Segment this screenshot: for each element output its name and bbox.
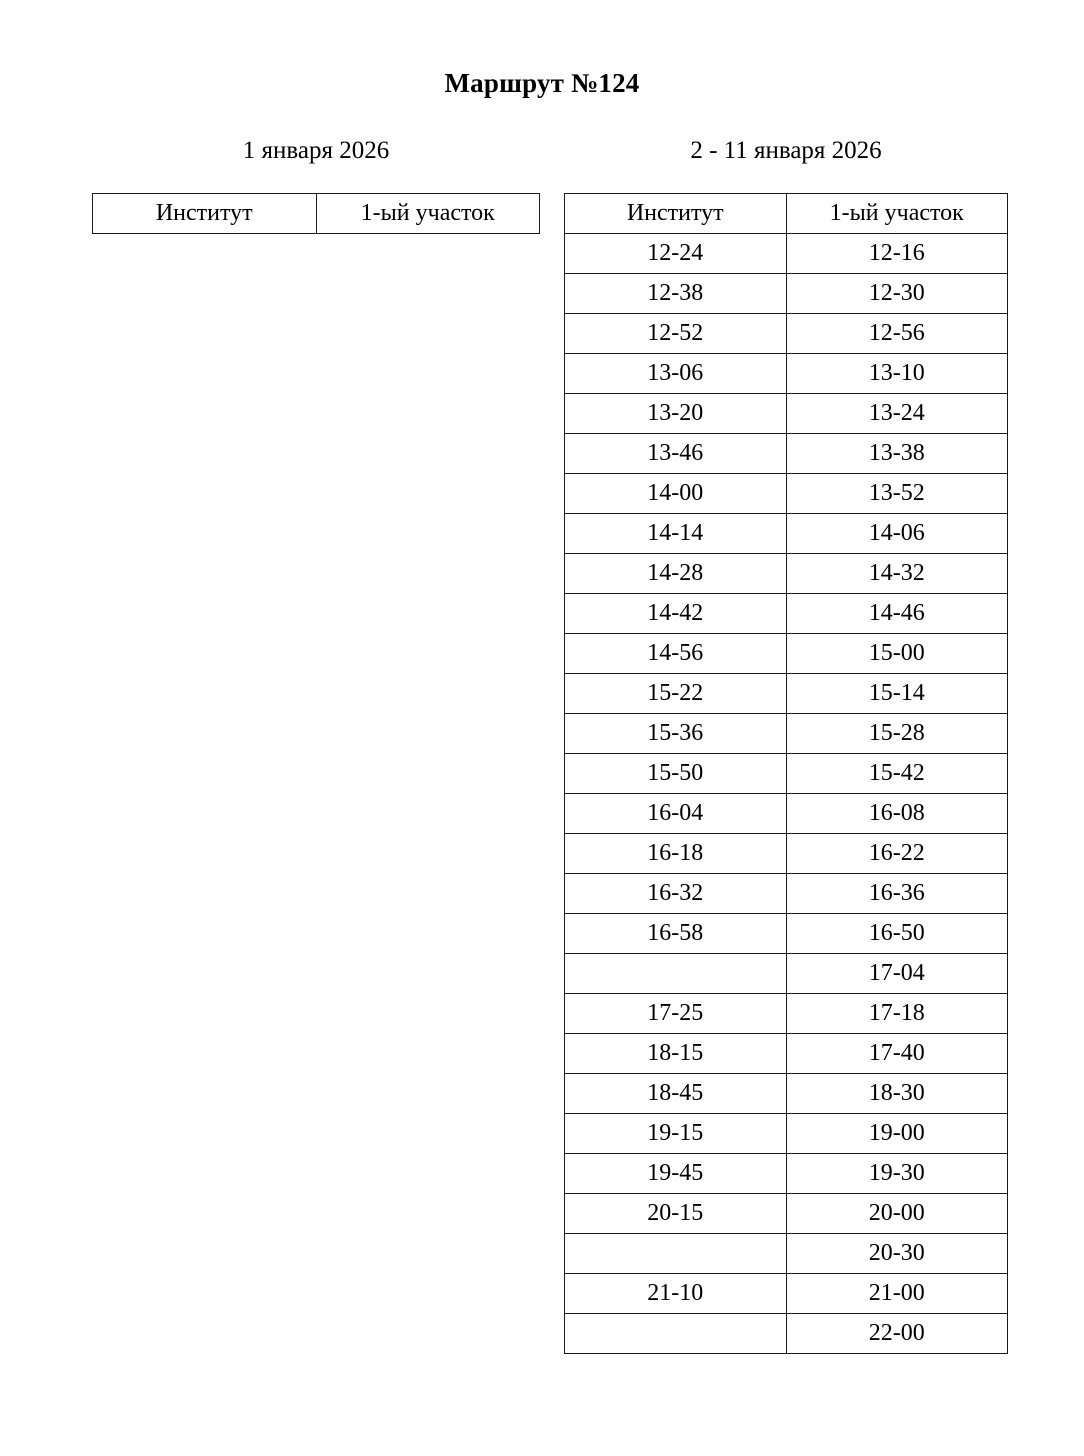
table-row — [565, 674, 1008, 714]
table-row — [565, 1074, 1008, 1114]
cell-institut-time — [565, 954, 787, 994]
cell-institut-time: 16-32 — [565, 874, 787, 914]
cell-institut-time: 17-25 — [565, 994, 787, 1034]
cell-institut-time: 16-18 — [565, 834, 787, 874]
cell-institut-time: 19-45 — [565, 1154, 787, 1194]
right-table-body — [565, 234, 1008, 1354]
cell-institut-time: 15-22 — [565, 674, 787, 714]
cell-institut-time — [565, 1314, 787, 1354]
cell-uchastok-time: 20-30 — [786, 1234, 1008, 1274]
cell-institut-time: 12-52 — [565, 314, 787, 354]
table-row — [565, 1314, 1008, 1354]
cell-institut-time: 14-28 — [565, 554, 787, 594]
cell-uchastok-time: 14-46 — [786, 594, 1008, 634]
cell-institut-time: 13-06 — [565, 354, 787, 394]
cell-institut-time: 16-58 — [565, 914, 787, 954]
cell-uchastok-time: 17-18 — [786, 994, 1008, 1034]
cell-uchastok-time: 15-14 — [786, 674, 1008, 714]
cell-uchastok-time: 13-52 — [786, 474, 1008, 514]
table-row — [565, 234, 1008, 274]
cell-institut-time: 15-36 — [565, 714, 787, 754]
table-row — [565, 354, 1008, 394]
column-header-institut: Институт — [565, 194, 787, 234]
cell-uchastok-time: 17-04 — [786, 954, 1008, 994]
table-row — [565, 1234, 1008, 1274]
cell-institut-time: 19-15 — [565, 1114, 787, 1154]
table-row — [565, 434, 1008, 474]
left-table-caption: 1 января 2026 — [242, 137, 390, 164]
table-row — [565, 594, 1008, 634]
cell-uchastok-time: 17-40 — [786, 1034, 1008, 1074]
table-row — [565, 1194, 1008, 1234]
cell-uchastok-time: 14-32 — [786, 554, 1008, 594]
cell-institut-time — [565, 1234, 787, 1274]
table-row — [565, 394, 1008, 434]
cell-uchastok-time: 13-10 — [786, 354, 1008, 394]
left-schedule-table — [92, 193, 540, 234]
cell-institut-time: 21-10 — [565, 1274, 787, 1314]
right-schedule-block — [564, 137, 1008, 1354]
cell-institut-time: 16-04 — [565, 794, 787, 834]
table-row — [565, 634, 1008, 674]
cell-uchastok-time: 20-00 — [786, 1194, 1008, 1234]
cell-institut-time: 20-15 — [565, 1194, 787, 1234]
cell-institut-time: 12-38 — [565, 274, 787, 314]
table-row — [565, 874, 1008, 914]
left-schedule-block — [92, 137, 540, 234]
cell-uchastok-time: 22-00 — [786, 1314, 1008, 1354]
table-row — [565, 1154, 1008, 1194]
cell-institut-time: 14-42 — [565, 594, 787, 634]
cell-uchastok-time: 21-00 — [786, 1274, 1008, 1314]
cell-uchastok-time: 12-16 — [786, 234, 1008, 274]
cell-uchastok-time: 16-08 — [786, 794, 1008, 834]
table-row — [565, 1034, 1008, 1074]
table-row — [565, 994, 1008, 1034]
cell-uchastok-time: 15-42 — [786, 754, 1008, 794]
cell-institut-time: 12-24 — [565, 234, 787, 274]
table-row — [565, 554, 1008, 594]
table-row — [565, 514, 1008, 554]
cell-uchastok-time: 12-56 — [786, 314, 1008, 354]
cell-uchastok-time: 18-30 — [786, 1074, 1008, 1114]
cell-institut-time: 14-56 — [565, 634, 787, 674]
table-header-row — [93, 194, 540, 234]
table-row — [565, 834, 1008, 874]
cell-uchastok-time: 14-06 — [786, 514, 1008, 554]
column-header-uchastok: 1-ый участок — [316, 194, 540, 234]
table-row — [565, 474, 1008, 514]
column-header-uchastok: 1-ый участок — [786, 194, 1008, 234]
table-row — [565, 954, 1008, 994]
cell-institut-time: 18-15 — [565, 1034, 787, 1074]
cell-uchastok-time: 12-30 — [786, 274, 1008, 314]
cell-uchastok-time: 15-00 — [786, 634, 1008, 674]
cell-uchastok-time: 19-00 — [786, 1114, 1008, 1154]
table-row — [565, 1274, 1008, 1314]
right-table-caption: 2 - 11 января 2026 — [690, 137, 882, 164]
cell-uchastok-time: 15-28 — [786, 714, 1008, 754]
table-row — [565, 714, 1008, 754]
cell-institut-time: 14-14 — [565, 514, 787, 554]
cell-institut-time: 14-00 — [565, 474, 787, 514]
cell-institut-time: 15-50 — [565, 754, 787, 794]
cell-institut-time: 13-20 — [565, 394, 787, 434]
schedule-columns — [0, 137, 1084, 1354]
right-schedule-table — [564, 193, 1008, 1354]
table-row — [565, 754, 1008, 794]
table-row — [565, 1114, 1008, 1154]
cell-institut-time: 18-45 — [565, 1074, 787, 1114]
column-header-institut: Институт — [93, 194, 317, 234]
cell-institut-time: 13-46 — [565, 434, 787, 474]
cell-uchastok-time: 16-36 — [786, 874, 1008, 914]
cell-uchastok-time: 13-38 — [786, 434, 1008, 474]
table-row — [565, 314, 1008, 354]
table-row — [565, 794, 1008, 834]
cell-uchastok-time: 16-50 — [786, 914, 1008, 954]
table-row — [565, 914, 1008, 954]
table-row — [565, 274, 1008, 314]
cell-uchastok-time: 19-30 — [786, 1154, 1008, 1194]
cell-uchastok-time: 16-22 — [786, 834, 1008, 874]
table-header-row — [565, 194, 1008, 234]
cell-uchastok-time: 13-24 — [786, 394, 1008, 434]
page-title: Маршрут №124 — [444, 68, 640, 98]
